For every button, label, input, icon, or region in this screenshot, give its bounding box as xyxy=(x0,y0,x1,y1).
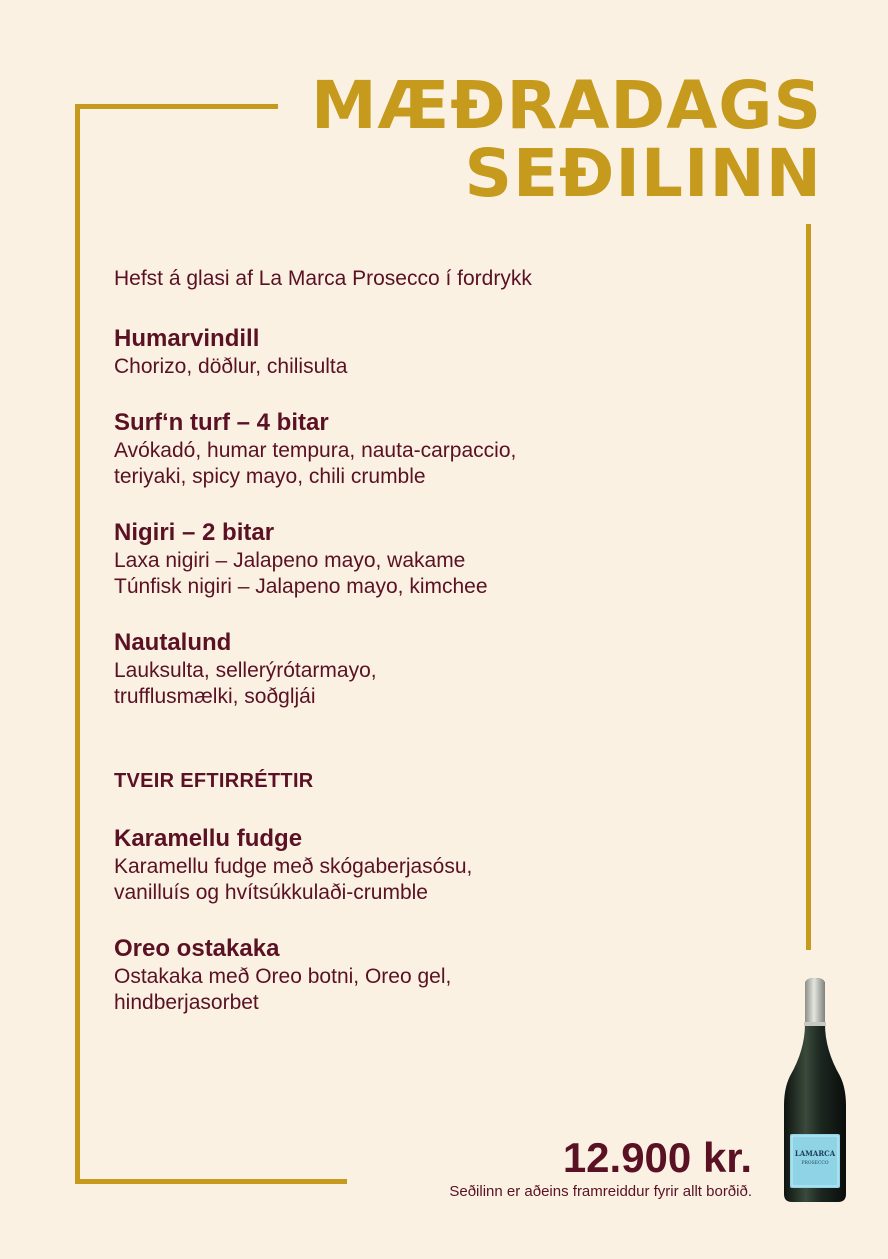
course-description: Lauksulta, sellerýrótarmayo, xyxy=(114,659,377,682)
menu-content xyxy=(114,266,754,1044)
frame-line-top xyxy=(75,104,278,109)
frame-line-bottom xyxy=(75,1179,347,1184)
dessert-item xyxy=(114,824,754,906)
frame-line-right xyxy=(806,224,811,950)
course-name: Nigiri – 2 bitar xyxy=(114,519,275,546)
course-description: Laxa nigiri – Jalapeno mayo, wakame xyxy=(114,549,466,572)
course-description: trufflusmælki, soðgljái xyxy=(114,685,316,708)
bottle-brand-text: LAMARCA xyxy=(794,1149,836,1158)
dessert-description: Ostakaka með Oreo botni, Oreo gel, xyxy=(114,965,452,988)
dessert-description: Karamellu fudge með skógaberjasósu, xyxy=(114,855,473,878)
dessert-name: Karamellu fudge xyxy=(114,825,303,852)
course-name: Nautalund xyxy=(114,629,232,656)
course-description: Avókadó, humar tempura, nauta-carpaccio, xyxy=(114,439,517,462)
dessert-section-heading: TVEIR EFTIRRÉTTIR xyxy=(114,770,314,792)
course-item xyxy=(114,628,754,710)
prosecco-bottle-image xyxy=(780,976,850,1204)
title-line-1: MÆÐRADAGS xyxy=(310,67,822,144)
table-note: Seðilinn er aðeins framreiddur fyrir allt borðið. xyxy=(449,1183,752,1200)
dessert-description: hindberjasorbet xyxy=(114,991,259,1014)
course-item xyxy=(114,518,754,600)
course-description: Chorizo, döðlur, chilisulta xyxy=(114,355,348,378)
frame-line-left xyxy=(75,104,80,1184)
course-name: Surf‘n turf – 4 bitar xyxy=(114,409,329,436)
dessert-name: Oreo ostakaka xyxy=(114,935,280,962)
intro-text: Hefst á glasi af La Marca Prosecco í fordrykk xyxy=(114,267,532,290)
course-item xyxy=(114,324,754,380)
dessert-item xyxy=(114,934,754,1016)
course-description: teriyaki, spicy mayo, chili crumble xyxy=(114,465,426,488)
dessert-description: vanilluís og hvítsúkkulaði-crumble xyxy=(114,881,428,904)
title-line-2: SEÐILINN xyxy=(464,135,822,212)
bottle-product-text: PROSECCO xyxy=(801,1161,829,1166)
course-item xyxy=(114,408,754,490)
course-description: Túnfisk nigiri – Jalapeno mayo, kimchee xyxy=(114,575,488,598)
course-name: Humarvindill xyxy=(114,325,260,352)
page-title xyxy=(310,67,822,212)
price: 12.900 kr. xyxy=(562,1134,752,1181)
